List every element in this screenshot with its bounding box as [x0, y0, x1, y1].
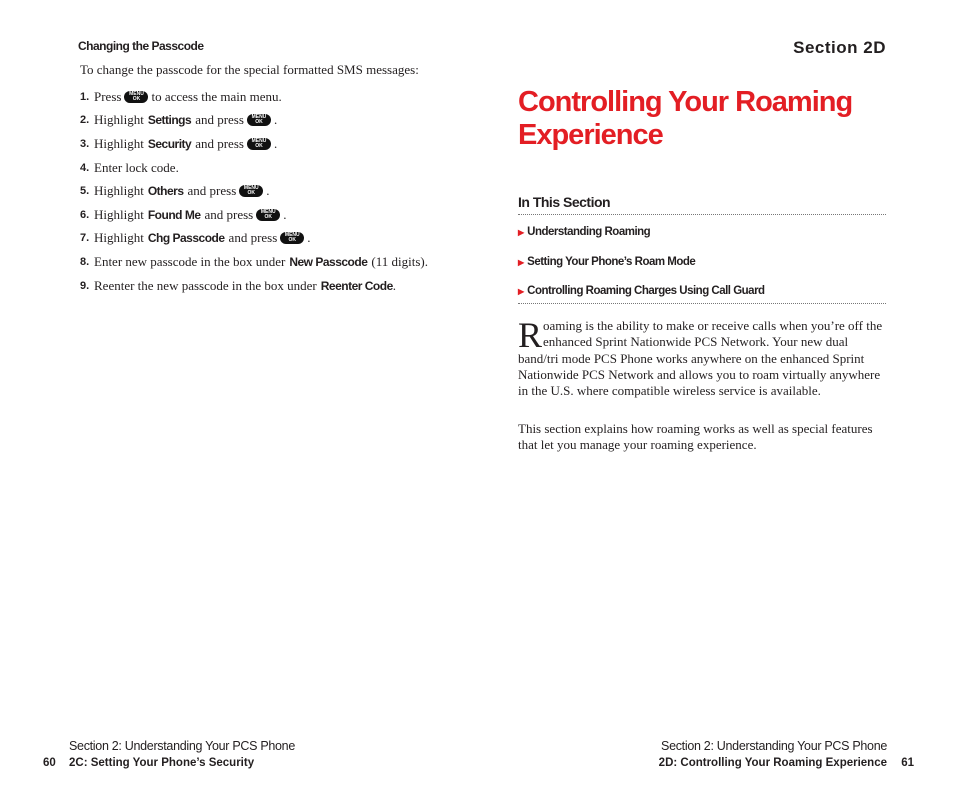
footer-left-section: Section 2: Understanding Your PCS Phone	[69, 739, 295, 753]
step-item	[80, 179, 480, 203]
step-item	[80, 274, 480, 298]
step-text: and press	[228, 230, 278, 246]
step-item	[80, 250, 480, 274]
step-number: 6.	[80, 208, 90, 221]
step-item	[80, 227, 480, 251]
footer-right-page-number: 61	[901, 757, 914, 769]
step-text: and press	[204, 206, 254, 222]
step-item	[80, 85, 480, 109]
left-page-intro: To change the passcode for the special formatted SMS messages:	[80, 62, 419, 77]
step-period: .	[283, 206, 287, 222]
menu-option-name: Settings	[147, 113, 192, 128]
menu-ok-key-icon: MENU OK	[247, 114, 271, 126]
menu-ok-key-icon: MENU OK	[239, 185, 263, 197]
field-name: New Passcode	[289, 254, 368, 269]
passcode-steps-list	[80, 85, 480, 297]
step-text: Reenter the new passcode in the box under	[94, 277, 317, 293]
toc-item-label: Setting Your Phone’s Roam Mode	[527, 255, 696, 268]
step-number: 7.	[80, 232, 90, 245]
step-item	[80, 156, 480, 180]
step-number: 5.	[80, 185, 90, 198]
dotted-divider	[518, 214, 886, 215]
step-text: Highlight	[94, 135, 144, 151]
footer-right-section: Section 2: Understanding Your PCS Phone	[661, 739, 887, 753]
step-item	[80, 203, 480, 227]
step-text: to access the main menu.	[151, 88, 282, 104]
menu-option-name: Found Me	[147, 207, 201, 222]
menu-option-name: Security	[147, 136, 192, 151]
step-number: 3.	[80, 137, 90, 150]
section-summary-paragraph: This section explains how roaming works as well as special features that let you manage your roaming experience.	[518, 421, 873, 453]
menu-option-name: Others	[147, 184, 184, 199]
footer-right-chapter: 2D: Controlling Your Roaming Experience	[658, 757, 887, 769]
step-text: Highlight	[94, 183, 144, 199]
step-period: .	[307, 230, 311, 246]
in-this-section-heading: In This Section	[518, 194, 611, 210]
triangle-bullet-icon: ▶	[518, 257, 525, 267]
step-number: 4.	[80, 161, 90, 174]
step-period: .	[273, 135, 278, 151]
menu-ok-key-icon: MENU OK	[124, 91, 148, 103]
step-text: (11 digits).	[371, 253, 428, 269]
step-text: and press	[195, 135, 244, 151]
step-text: Enter new passcode in the box under	[94, 253, 286, 269]
section-label: Section 2D	[793, 38, 886, 57]
menu-ok-key-icon: MENU OK	[256, 209, 280, 221]
footer-left-chapter: 2C: Setting Your Phone’s Security	[69, 757, 255, 769]
toc-item[interactable]	[518, 285, 886, 315]
dotted-divider	[518, 303, 886, 304]
toc-item-label: Controlling Roaming Charges Using Call Guard	[527, 285, 765, 297]
step-text: Highlight	[94, 112, 144, 128]
step-number: 1.	[80, 90, 90, 103]
step-text: Enter lock code.	[94, 159, 179, 175]
step-period: .	[392, 277, 397, 293]
step-number: 8.	[80, 255, 90, 268]
left-page-heading: Changing the Passcode	[78, 39, 204, 53]
field-name: Reenter Code	[320, 278, 393, 293]
toc-item[interactable]	[518, 226, 886, 256]
triangle-bullet-icon: ▶	[518, 228, 525, 237]
step-number: 2.	[80, 114, 90, 127]
intro-paragraph-text: oaming is the ability to make or receive calls when you’re off the enhanced Sprint Nationwide PCS Network. Your new dual band/tri mode PCS Phone works anywhere on the enhanced Sprint Nationwide PCS Network and allows you to roam virtually anywhere in the U.S. where compatible wireless service is available.	[518, 318, 883, 399]
step-text: Highlight	[94, 230, 144, 246]
drop-cap: R	[518, 315, 543, 355]
step-item	[80, 132, 480, 156]
menu-ok-key-icon: MENU OK	[280, 232, 304, 244]
footer-left-page-number: 60	[43, 757, 56, 769]
triangle-bullet-icon: ▶	[518, 287, 525, 296]
menu-ok-key-icon: MENU OK	[247, 138, 271, 150]
section-toc	[518, 226, 886, 315]
step-text: and press	[187, 183, 237, 199]
intro-paragraph	[518, 315, 888, 399]
step-period: .	[266, 183, 270, 199]
step-period: .	[273, 112, 278, 128]
toc-item-label: Understanding Roaming	[527, 226, 651, 238]
toc-item[interactable]	[518, 256, 886, 286]
step-text: Highlight	[94, 206, 144, 222]
step-text: Press	[94, 88, 122, 104]
menu-option-name: Chg Passcode	[147, 231, 225, 246]
step-number: 9.	[80, 279, 90, 292]
chapter-title: Controlling Your Roaming Experience	[518, 86, 853, 151]
step-item	[80, 109, 480, 133]
step-text: and press	[195, 112, 244, 128]
